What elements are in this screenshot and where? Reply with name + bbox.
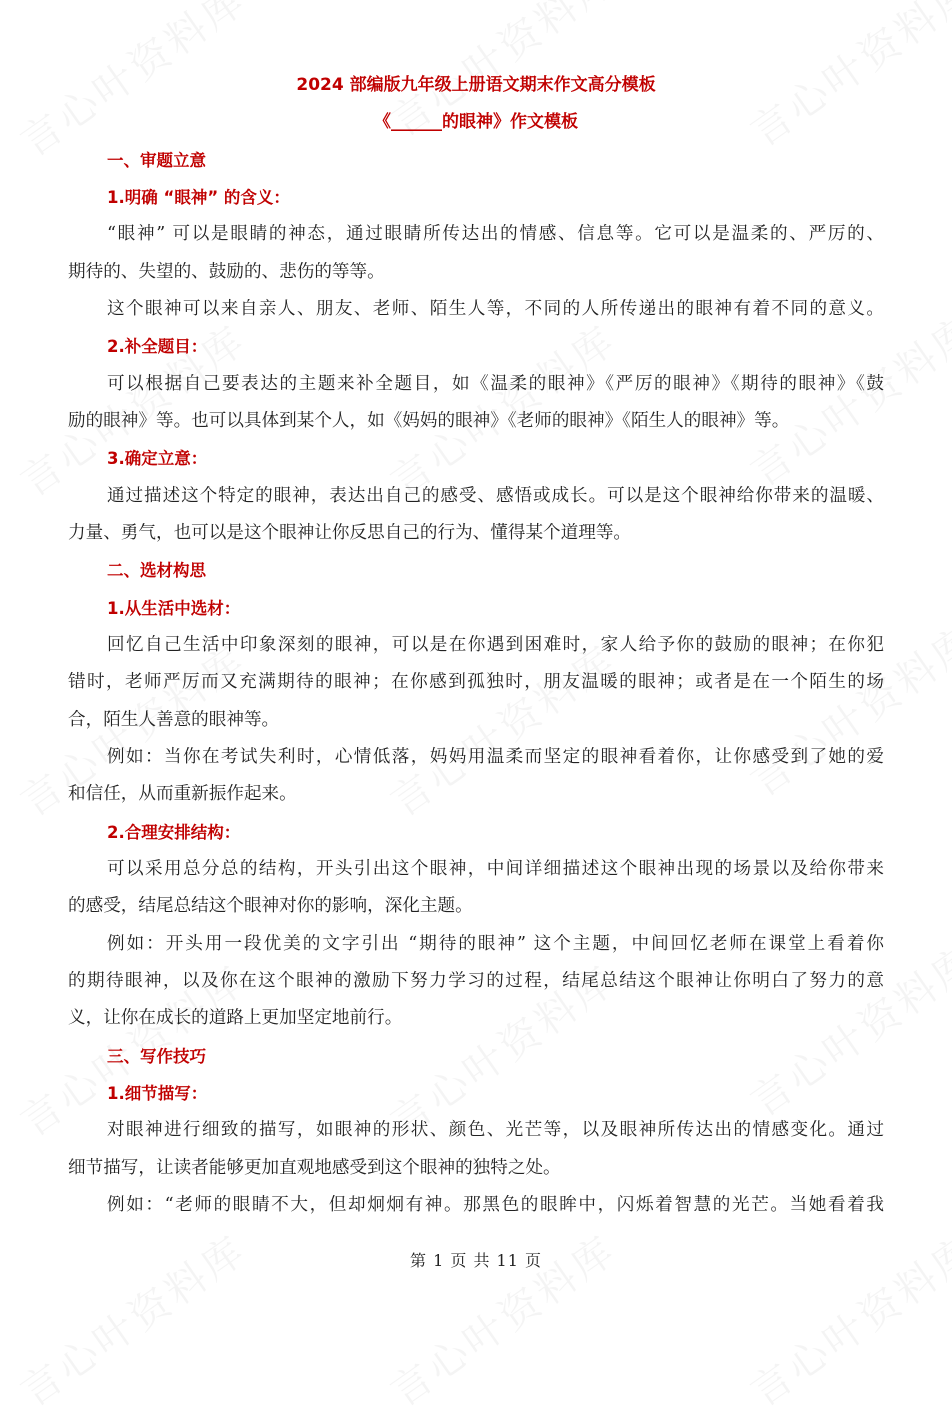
section-heading: 三、写作技巧 [107, 1046, 206, 1066]
section-heading: 1.从生活中选材： [107, 598, 241, 618]
paragraph-line: 可以采用总分总的结构，开头引出这个眼神，中间详细描述这个眼神出现的场景以及给你带来 [107, 858, 884, 879]
section-heading: 3.确定立意： [107, 449, 208, 469]
paragraph-line: 的感受，结尾总结这个眼神对你的影响，深化主题。 [68, 896, 473, 917]
paragraph-line: 的期待眼神，以及你在这个眼神的激励下努力学习的过程，结尾总结这个眼神让你明白了努力的意 [68, 970, 884, 991]
paragraph-line: 力量、勇气，也可以是这个眼神让你反思自己的行为、懂得某个道理等。 [68, 522, 632, 543]
paragraph-line: 错时，老师严厉而又充满期待的眼神；在你感到孤独时，朋友温暖的眼神；或者是在一个陌生的场 [68, 672, 884, 693]
paragraph-line: 例如：“老师的眼睛不大，但却炯炯有神。那黑色的眼眸中，闪烁着智慧的光芒。当她看着我 [107, 1194, 884, 1215]
document-title: 2024 部编版九年级上册语文期末作文高分模板 [296, 75, 656, 95]
paragraph-line: 例如：开头用一段优美的文字引出 “期待的眼神” 这个主题，中间回忆老师在课堂上看着你 [107, 933, 884, 954]
paragraph-line: 和信任，从而重新振作起来。 [68, 784, 297, 805]
paragraph-line: 义，让你在成长的道路上更加坚定地前行。 [68, 1008, 403, 1029]
paragraph-line: 对眼神进行细致的描写，如眼神的形状、颜色、光芒等，以及眼神所传达出的情感变化。通过 [107, 1120, 884, 1141]
paragraph-line: 期待的、失望的、鼓励的、悲伤的等等。 [68, 261, 385, 282]
paragraph-line: 例如：当你在考试失利时，心情低落，妈妈用温柔而坚定的眼神看着你，让你感受到了她的爱 [107, 746, 884, 767]
section-heading: 2.补全题目： [107, 337, 208, 357]
page-number: 第 1 页 共 11 页 [410, 1251, 542, 1270]
paragraph-line: 可以根据自己要表达的主题来补全题目，如《温柔的眼神》《严厉的眼神》《期待的眼神》《鼓 [107, 373, 884, 394]
paragraph-line: 通过描述这个特定的眼神，表达出自己的感受、感悟或成长。可以是这个眼神给你带来的温暖、 [107, 485, 884, 506]
section-heading: 1.明确 “眼神” 的含义： [107, 187, 290, 207]
section-heading: 一、审题立意 [107, 150, 206, 170]
document-subtitle: 《______的眼神》作文模板 [374, 112, 578, 133]
paragraph-line: “眼神” 可以是眼睛的神态，通过眼睛所传达出的情感、信息等。它可以是温柔的、严厉的、 [107, 224, 884, 245]
paragraph-line: 细节描写，让读者能够更加直观地感受到这个眼神的独特之处。 [68, 1157, 561, 1178]
paragraph-line: 这个眼神可以来自亲人、朋友、老师、陌生人等，不同的人所传递出的眼神有着不同的意义。 [107, 298, 884, 319]
paragraph-line: 励的眼神》等。也可以具体到某个人，如《妈妈的眼神》《老师的眼神》《陌生人的眼神》等。 [68, 410, 790, 431]
section-heading: 1.细节描写： [107, 1083, 208, 1103]
section-heading: 2.合理安排结构： [107, 822, 241, 842]
document-body [68, 142, 884, 1225]
section-heading: 二、选材构思 [107, 561, 206, 581]
document-page [68, 67, 884, 1224]
paragraph-line: 回忆自己生活中印象深刻的眼神，可以是在你遇到困难时，家人给予你的鼓励的眼神；在你犯 [107, 634, 884, 655]
paragraph-line: 合，陌生人善意的眼神等。 [68, 709, 280, 730]
